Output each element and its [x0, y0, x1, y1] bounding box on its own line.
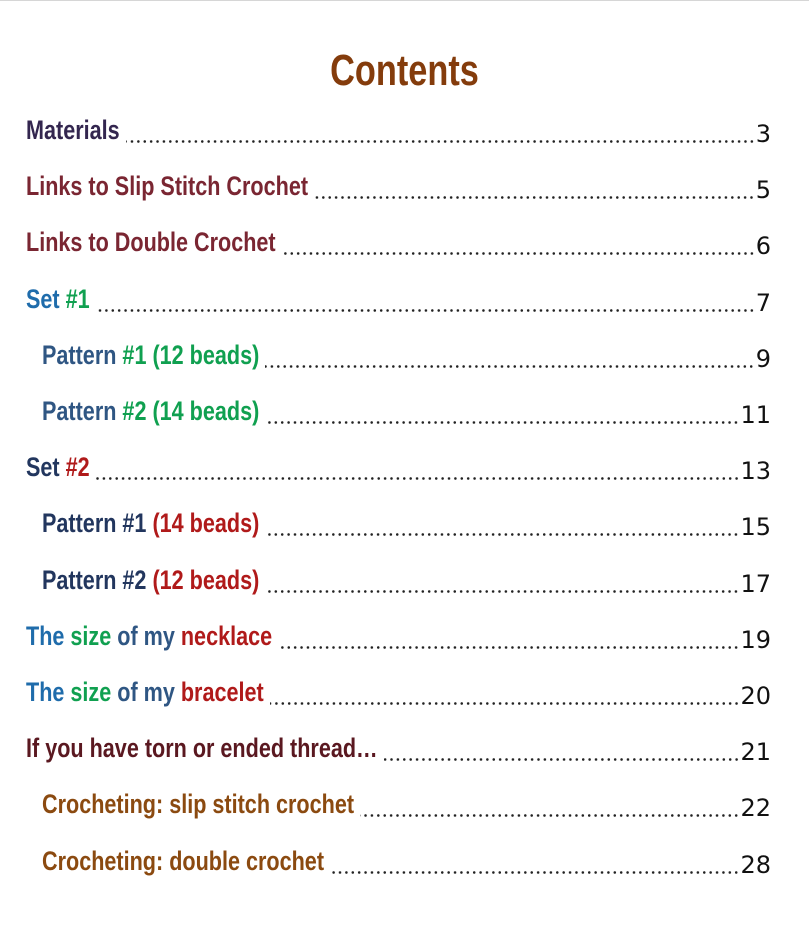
toc-entry-title-segment: of my [111, 677, 181, 707]
toc-entry-title-segment: Pattern [42, 396, 123, 426]
toc-entry-title-segment: (14 beads) [152, 508, 260, 539]
toc-entry-title[interactable] [26, 677, 264, 707]
toc-entry-title-segment: bracelet [180, 677, 264, 707]
toc-entry[interactable] [0, 159, 809, 215]
toc-entry-title-segment: size [70, 620, 112, 651]
toc-entry-page-number[interactable]: 7 [755, 288, 771, 317]
toc-entry-title[interactable] [42, 396, 259, 426]
toc-entry-title[interactable] [42, 565, 259, 595]
toc-entry-title-segment: #2 [65, 452, 90, 483]
toc-entry-title[interactable] [42, 789, 354, 819]
toc-entry-title-segment: Set [26, 283, 66, 314]
toc-entry[interactable] [0, 834, 809, 890]
toc-entry-title-segment: #1 [65, 283, 90, 314]
toc-entry[interactable] [0, 496, 809, 552]
toc-entry-page-number[interactable]: 22 [740, 794, 771, 823]
toc-entry-title-segment: Set [26, 452, 66, 483]
toc-entry-page-number[interactable]: 3 [755, 120, 771, 148]
toc-entry-page-number[interactable]: 9 [755, 344, 771, 373]
toc-dot-leader [265, 590, 739, 593]
toc-dot-leader [96, 309, 755, 312]
toc-entry-title[interactable] [26, 621, 272, 651]
toc-entry-title-segment: The [26, 677, 71, 707]
toc-entry-title[interactable] [42, 340, 259, 370]
toc-dot-leader [265, 421, 739, 424]
toc-entry-title[interactable] [42, 846, 324, 876]
toc-entry-title-segment: Materials [26, 115, 120, 145]
toc-dot-leader [270, 702, 740, 705]
toc-entry[interactable] [0, 609, 809, 665]
toc-entry-title-segment: If you have torn or ended thread… [26, 733, 378, 764]
toc-entry-page-number[interactable]: 13 [740, 457, 771, 486]
toc-dot-leader [126, 140, 755, 143]
toc-entry-title-segment: Pattern #2 [42, 564, 153, 595]
toc-entry-page-number[interactable]: 11 [740, 401, 771, 429]
toc-entry-title-segment: The [26, 620, 71, 651]
toc-entry-title-segment: #2 (14 beads) [122, 396, 260, 426]
toc-entry-page-number[interactable]: 15 [740, 513, 771, 542]
toc-entry-title-segment: Pattern [42, 339, 123, 370]
toc-entry-title[interactable] [26, 227, 276, 257]
toc-entry[interactable] [0, 553, 809, 609]
toc-dot-leader [265, 365, 754, 368]
toc-entry[interactable] [0, 665, 809, 721]
toc-dot-leader [314, 196, 755, 199]
page-title: Contents [330, 46, 479, 95]
toc-entry-title-segment: (12 beads) [152, 564, 260, 595]
toc-entry-page-number[interactable]: 19 [740, 625, 771, 654]
toc-entry-title-segment: Links to Slip Stitch Crochet [26, 171, 309, 202]
toc-entry[interactable] [0, 103, 809, 159]
toc-entry-title[interactable] [26, 115, 120, 145]
toc-dot-leader [278, 646, 739, 649]
toc-entry-title-segment: #1 (12 beads) [122, 339, 260, 370]
toc-entry-title-segment: Crocheting: double crochet [42, 845, 325, 876]
toc-entry[interactable] [0, 440, 809, 496]
toc-entry-title[interactable] [26, 452, 90, 482]
toc-dot-leader [96, 477, 740, 480]
toc-entry[interactable] [0, 328, 809, 384]
toc-entry[interactable] [0, 272, 809, 328]
toc-dot-leader [330, 871, 739, 874]
toc-entry-page-number[interactable]: 20 [740, 682, 771, 710]
toc-entry-page-number[interactable]: 21 [740, 738, 771, 767]
toc-entry-title[interactable] [26, 733, 378, 763]
toc-entry-title-segment: of my [111, 620, 181, 651]
toc-entry-title[interactable] [26, 171, 308, 201]
toc-entry-page-number[interactable]: 6 [755, 232, 771, 261]
toc-entry[interactable] [0, 777, 809, 833]
toc-dot-leader [384, 758, 740, 761]
toc-entry-page-number[interactable]: 5 [755, 176, 771, 205]
toc-entry-title-segment: Pattern #1 [42, 508, 153, 539]
toc-entry-title-segment: necklace [180, 620, 273, 651]
toc-entry-page-number[interactable]: 28 [740, 850, 771, 879]
toc-entry[interactable] [0, 215, 809, 271]
toc-entry-title[interactable] [26, 284, 90, 314]
toc-entry-title-segment: size [70, 677, 112, 707]
toc-entry-title[interactable] [42, 508, 259, 538]
toc-entry[interactable] [0, 384, 809, 440]
toc-entry-title-segment: Links to Double Crochet [26, 227, 276, 258]
toc-entry-page-number[interactable]: 17 [740, 569, 771, 598]
toc-entry[interactable] [0, 721, 809, 777]
toc-dot-leader [360, 814, 739, 817]
toc-dot-leader [265, 533, 739, 536]
toc-entry-title-segment: Crocheting: slip stitch crochet [42, 789, 355, 820]
toc-dot-leader [282, 252, 755, 255]
